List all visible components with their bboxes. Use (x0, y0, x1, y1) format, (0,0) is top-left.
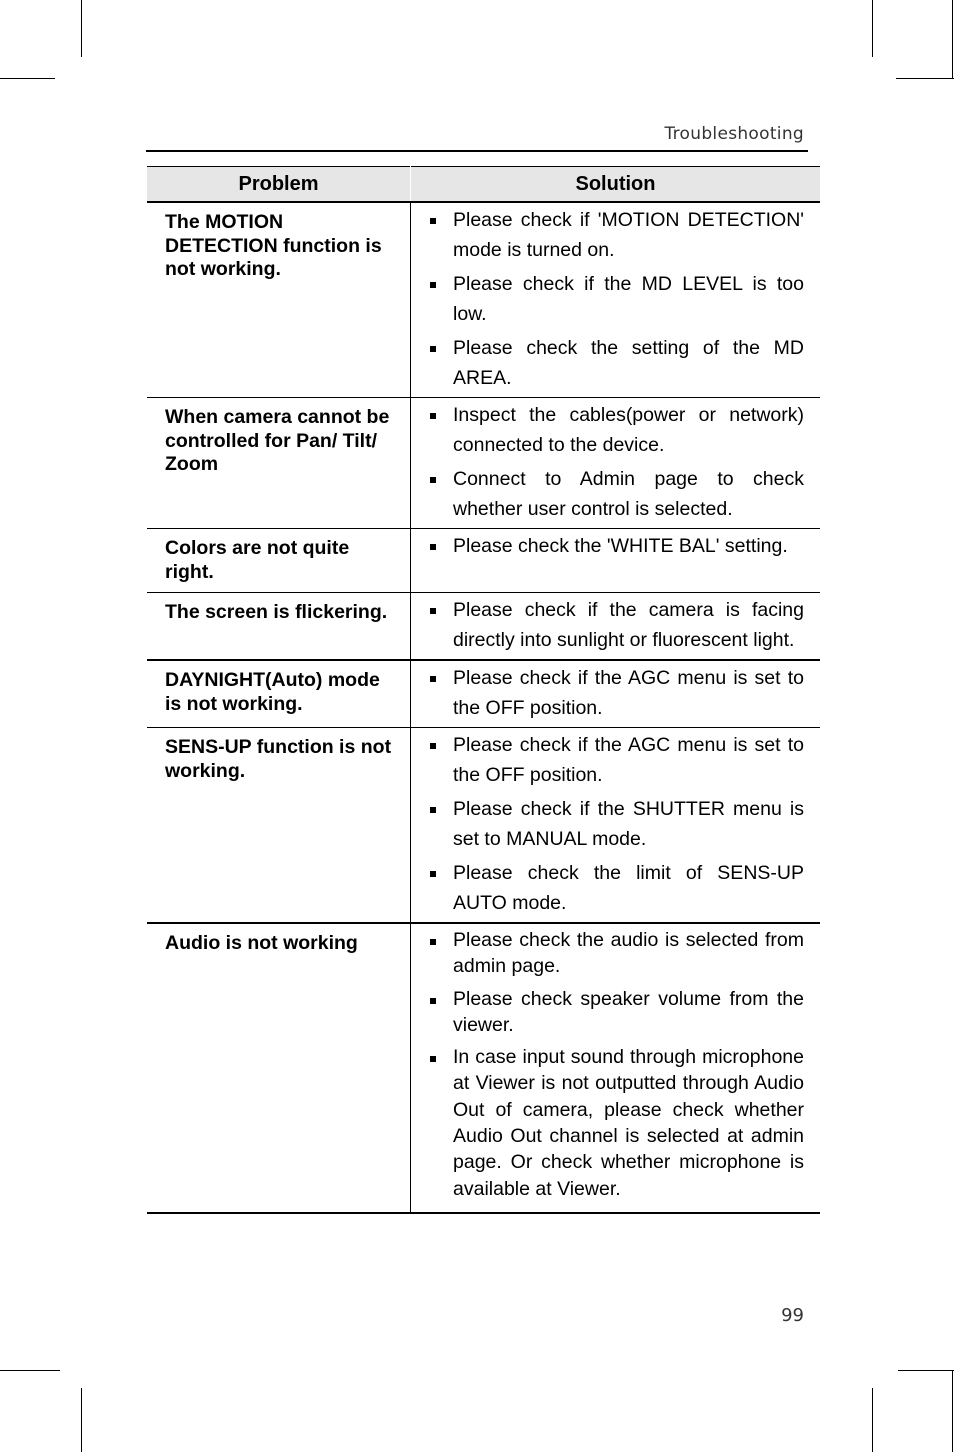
square-bullet-icon (430, 544, 436, 550)
solution-item: Inspect the cables(power or network) connected to the device. (429, 401, 804, 460)
problem-cell: When camera cannot be controlled for Pan/ Tilt/ Zoom (147, 398, 411, 529)
table-row (147, 923, 820, 1213)
solution-item: Please check speaker volume from the viewer. (429, 986, 804, 1039)
solution-item: Please check if the MD LEVEL is too low. (429, 270, 804, 329)
table-row (147, 529, 820, 593)
crop-mark (81, 0, 82, 57)
problem-cell: Audio is not working (147, 923, 411, 1213)
problem-cell: The MOTION DETECTION function is not working. (147, 202, 411, 398)
solution-item: Please check the audio is selected from admin page. (429, 927, 804, 980)
table-row (147, 728, 820, 924)
solution-cell (411, 398, 821, 529)
problem-cell: The screen is flickering. (147, 593, 411, 661)
crop-mark (896, 78, 954, 79)
solution-item: Connect to Admin page to check whether user control is selected. (429, 465, 804, 524)
solution-item: Please check the setting of the MD AREA. (429, 334, 804, 393)
solution-item: Please check if the camera is facing directly into sunlight or fluorescent light. (429, 596, 804, 655)
problem-column-header: Problem (147, 167, 411, 203)
solution-item: Please check if the SHUTTER menu is set to MANUAL mode. (429, 795, 804, 854)
crop-mark (952, 0, 953, 79)
square-bullet-icon (430, 998, 436, 1004)
problem-cell: DAYNIGHT(Auto) mode is not working. (147, 660, 411, 728)
square-bullet-icon (430, 743, 436, 749)
solution-item: Please check if 'MOTION DETECTION' mode is turned on. (429, 206, 804, 265)
table-row (147, 660, 820, 728)
square-bullet-icon (430, 807, 436, 813)
solution-item: Please check the limit of SENS-UP AUTO mode. (429, 859, 804, 918)
solution-cell (411, 728, 821, 924)
troubleshooting-table (147, 166, 820, 1214)
crop-mark (0, 1370, 60, 1371)
page-header-title: Troubleshooting (664, 124, 804, 144)
square-bullet-icon (430, 676, 436, 682)
solution-item: Please check the 'WHITE BAL' setting. (429, 532, 804, 562)
square-bullet-icon (430, 477, 436, 483)
solution-item: Please check if the AGC menu is set to the OFF position. (429, 731, 804, 790)
problem-cell: Colors are not quite right. (147, 529, 411, 593)
solution-cell (411, 923, 821, 1213)
crop-mark (952, 1370, 953, 1452)
crop-mark (81, 1388, 82, 1452)
solution-cell (411, 593, 821, 661)
problem-cell: SENS-UP function is not working. (147, 728, 411, 924)
solution-cell (411, 529, 821, 593)
table-row (147, 202, 820, 398)
crop-mark (0, 78, 55, 79)
solution-column-header: Solution (411, 167, 821, 203)
square-bullet-icon (430, 282, 436, 288)
solution-item: Please check if the AGC menu is set to the OFF position. (429, 664, 804, 723)
solution-item: In case input sound through microphone at Viewer is not outputted through Audio Out of camera, please check whether Audio Out channel is selected at admin page. Or check whether microphone is available at Viewer. (429, 1044, 804, 1202)
square-bullet-icon (430, 1056, 436, 1062)
page-number: 99 (781, 1305, 804, 1326)
table-header-row (147, 167, 820, 203)
square-bullet-icon (430, 939, 436, 945)
square-bullet-icon (430, 608, 436, 614)
square-bullet-icon (430, 871, 436, 877)
crop-mark (872, 0, 873, 57)
square-bullet-icon (430, 346, 436, 352)
crop-mark (898, 1370, 954, 1371)
solution-cell (411, 202, 821, 398)
solution-cell (411, 660, 821, 728)
table-row (147, 593, 820, 661)
square-bullet-icon (430, 218, 436, 224)
table-row (147, 398, 820, 529)
header-rule (146, 150, 808, 152)
square-bullet-icon (430, 413, 436, 419)
crop-mark (872, 1388, 873, 1452)
